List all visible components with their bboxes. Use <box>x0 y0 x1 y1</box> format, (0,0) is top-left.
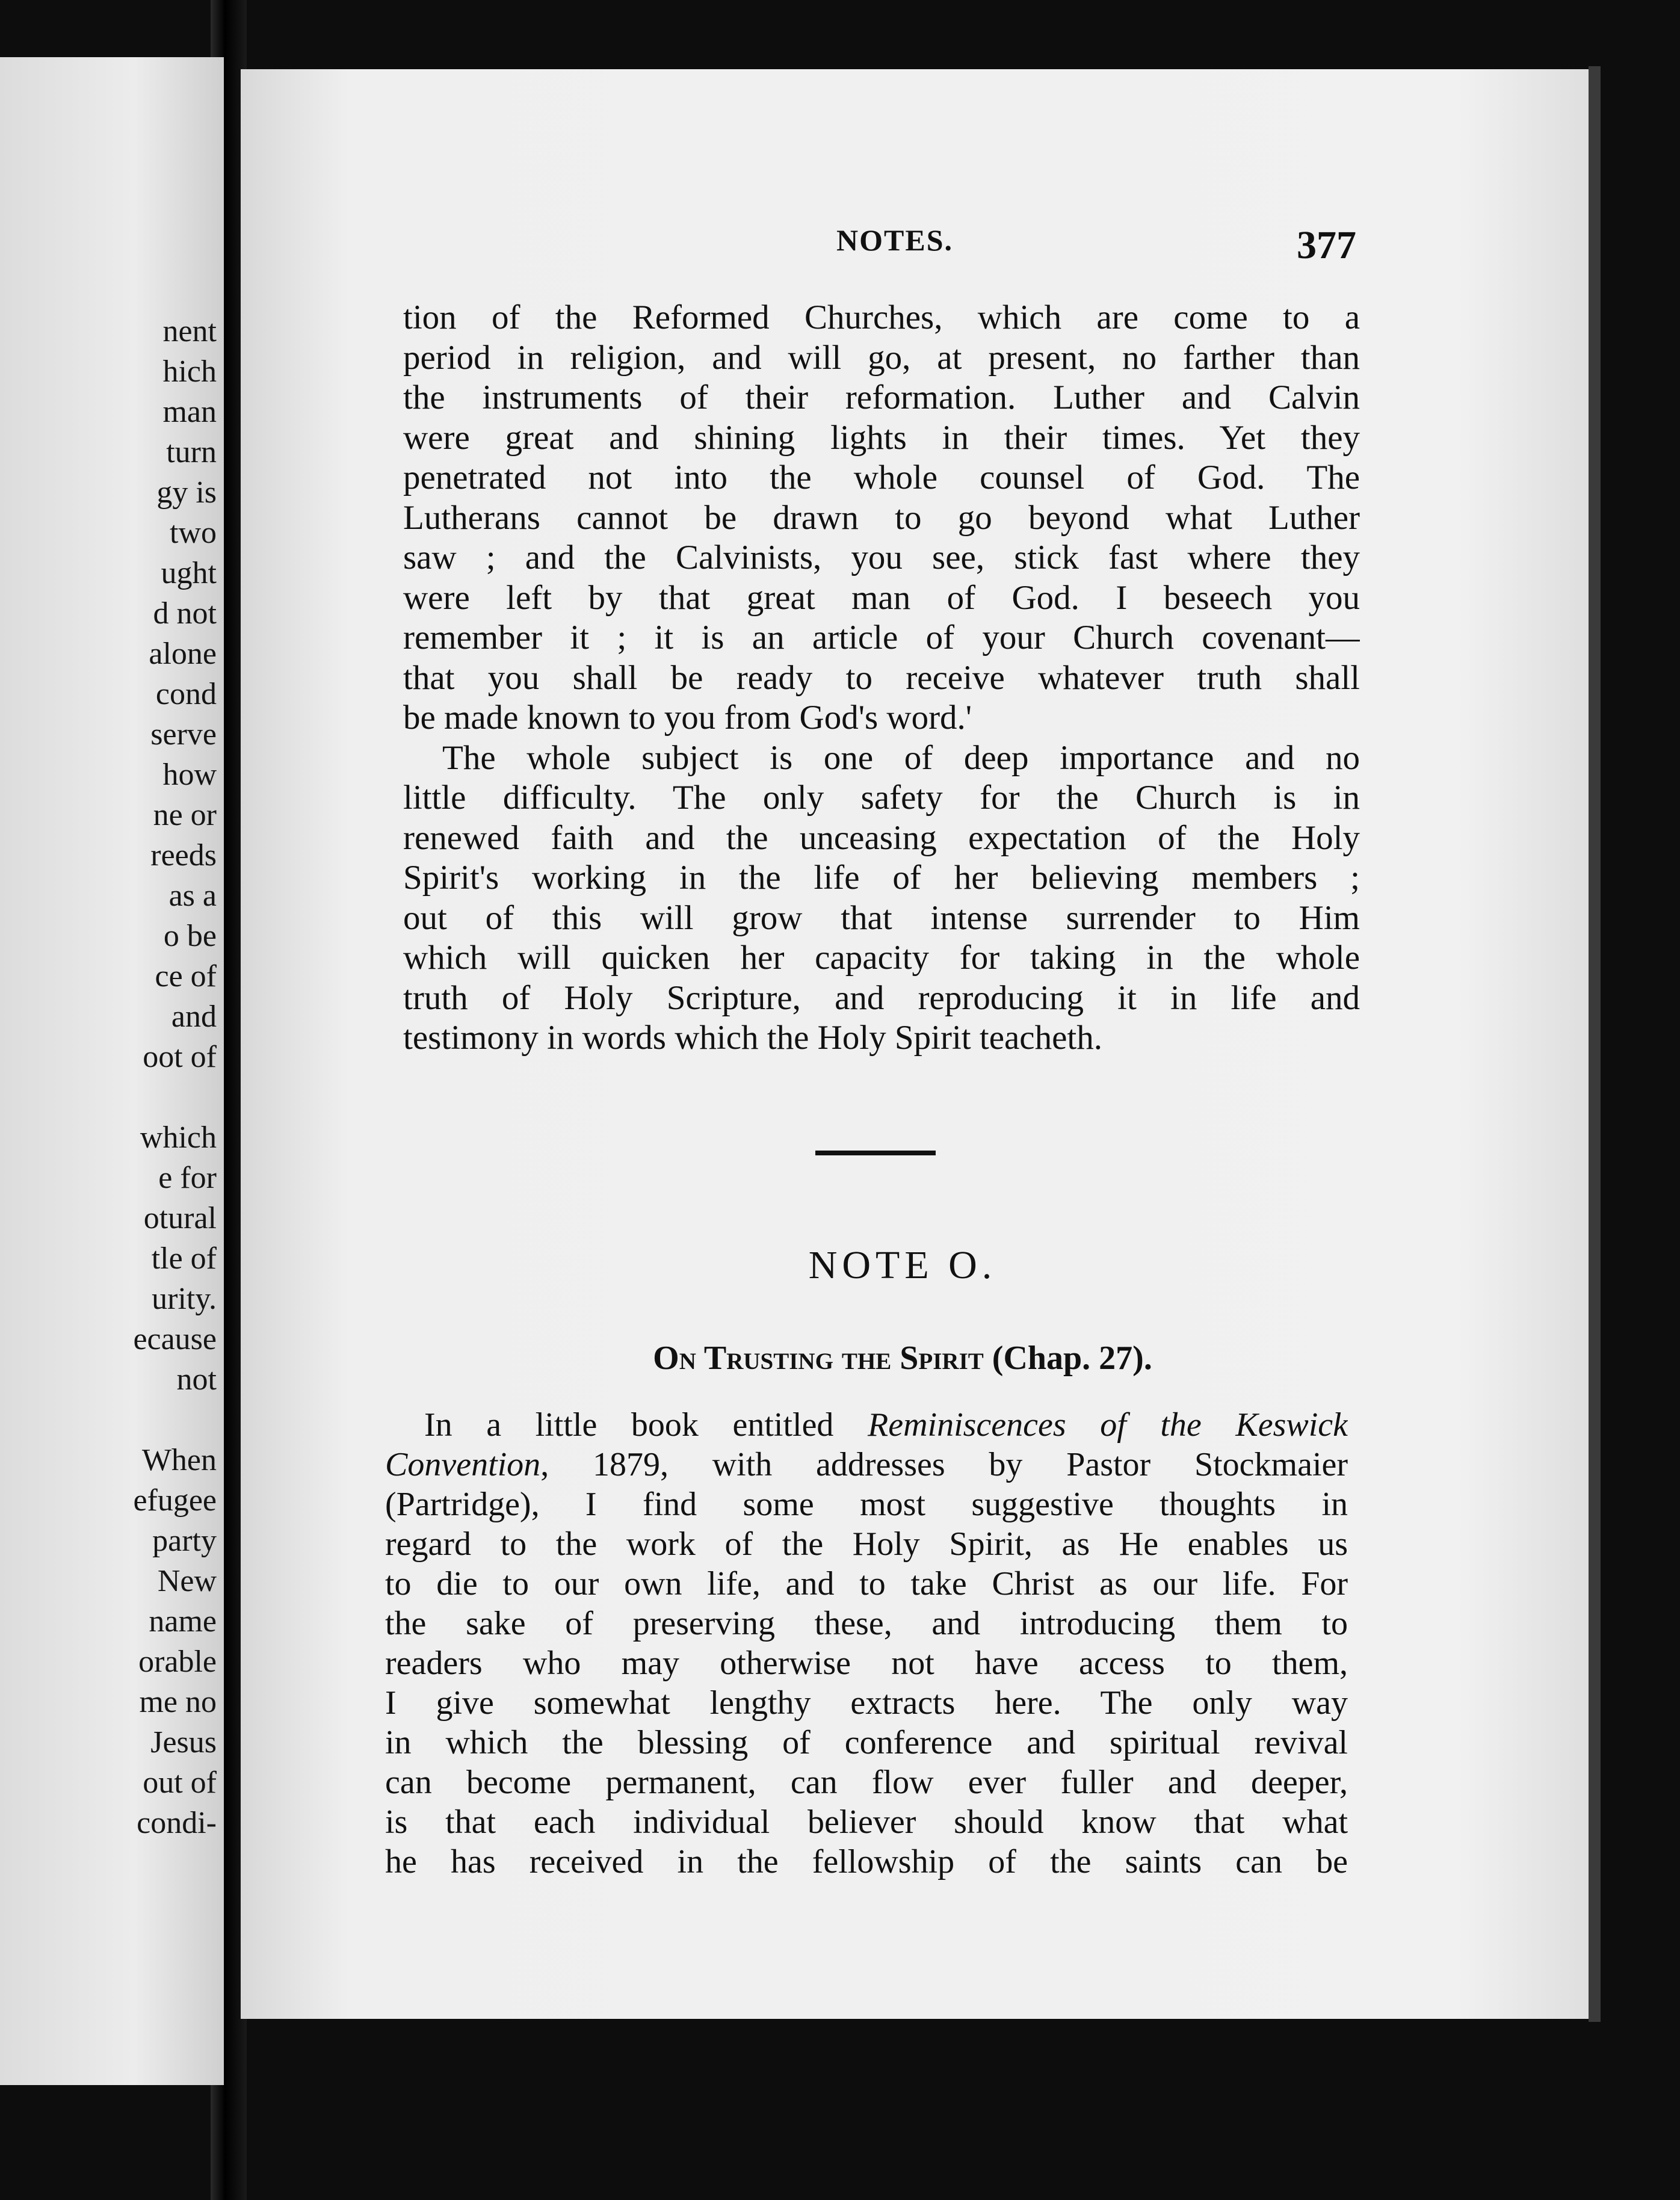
running-head: NOTES. <box>836 223 954 257</box>
facing-page-line-fragment: oot of <box>143 1040 217 1074</box>
facing-page-line-fragment: ecause <box>133 1322 217 1356</box>
facing-page-line-fragment: turn <box>166 435 217 469</box>
facing-page-line-fragment: which <box>140 1120 217 1155</box>
facing-page-line-fragment: otural <box>143 1201 217 1235</box>
note-subheading-title: On Trusting the Spirit <box>653 1339 984 1377</box>
body-line: to die to our own life, and to take Christ as our life. For <box>385 1565 1348 1602</box>
facing-page-fragment <box>0 57 224 2085</box>
facing-page-line-fragment: and <box>171 1000 217 1034</box>
facing-page-line-fragment: d not <box>153 596 217 631</box>
page-edge-shadow <box>1589 66 1601 2022</box>
facing-page-line-fragment: two <box>170 516 217 550</box>
body-line: In a little book entitled Reminiscences of the Keswick <box>424 1406 1348 1444</box>
facing-page-line-fragment: gy is <box>156 475 217 510</box>
body-line: saw ; and the Calvinists, you see, stick fast where they <box>403 539 1360 576</box>
body-line: testimony in words which the Holy Spirit teacheth. <box>403 1019 1102 1057</box>
facing-page-line-fragment: urity. <box>152 1282 217 1316</box>
body-line: truth of Holy Scripture, and reproducing it in life and <box>403 978 1360 1017</box>
facing-page-line-fragment: cond <box>155 677 217 711</box>
body-line: which will quicken her capacity for taking in the whole <box>403 939 1360 977</box>
facing-page-line-fragment: hich <box>162 354 217 389</box>
facing-page-line-fragment: o be <box>163 919 217 953</box>
facing-page-line-fragment: Jesus <box>150 1725 217 1760</box>
body-line: penetrated not into the whole counsel of God. The <box>403 459 1360 496</box>
body-line: regard to the work of the Holy Spirit, as He enables us <box>385 1525 1348 1563</box>
facing-page-line-fragment: man <box>162 395 217 429</box>
body-line: is that each individual believer should know that what <box>385 1803 1348 1841</box>
body-line: were left by that great man of God. I beseech you <box>403 578 1360 617</box>
body-line: out of this will grow that intense surrender to Him <box>403 898 1360 937</box>
facing-page-line-fragment: me no <box>139 1685 217 1719</box>
note-subheading <box>241 1339 1564 1377</box>
facing-page-line-fragment: name <box>149 1604 217 1639</box>
body-line: in which the blessing of conference and spiritual revival <box>385 1724 1348 1761</box>
note-subheading-reference: (Chap. 27). <box>992 1339 1152 1377</box>
facing-page-line-fragment: ne or <box>153 798 217 832</box>
facing-page-line-fragment: orable <box>138 1645 217 1679</box>
body-line: readers who may otherwise not have access to them, <box>385 1645 1348 1682</box>
body-line: can become permanent, can flow ever fuller and deeper, <box>385 1764 1348 1801</box>
facing-page-line-fragment: efugee <box>133 1483 217 1518</box>
facing-page-line-fragment: tle of <box>151 1241 217 1276</box>
facing-page-line-fragment: reeds <box>150 838 217 873</box>
facing-page-line-fragment: nent <box>162 314 217 348</box>
facing-page-line-fragment: as a <box>168 879 217 913</box>
body-line: I give somewhat lengthy extracts here. The only way <box>385 1684 1348 1722</box>
body-line: period in religion, and will go, at present, no farther than <box>403 338 1360 377</box>
facing-page-line-fragment: e for <box>158 1161 217 1195</box>
facing-page-line-fragment: condi- <box>137 1806 217 1840</box>
body-line: The whole subject is one of deep importance and no <box>442 738 1360 777</box>
facing-page-line-fragment: New <box>157 1564 217 1598</box>
facing-page-line-fragment: serve <box>150 717 217 752</box>
facing-page-line-fragment: ce of <box>155 959 217 993</box>
body-line: were great and shining lights in their times. Yet they <box>403 418 1360 457</box>
facing-page-line-fragment: alone <box>149 637 217 671</box>
page-number: 377 <box>1297 223 1356 267</box>
book-page <box>241 69 1593 2019</box>
body-line: renewed faith and the unceasing expectation of the Holy <box>403 818 1360 857</box>
continued-paragraph <box>403 298 1360 1058</box>
body-line: Spirit's working in the life of her believing members ; <box>403 859 1360 897</box>
facing-page-line-fragment: out of <box>143 1766 217 1800</box>
body-line: remember it ; it is an article of your Church covenant— <box>403 619 1360 657</box>
section-divider-rule <box>815 1151 936 1155</box>
note-heading: NOTE O. <box>808 1243 997 1287</box>
facing-page-line-fragment: how <box>162 758 217 792</box>
body-line: Convention, 1879, with addresses by Pastor Stockmaier <box>385 1446 1348 1483</box>
facing-page-line-fragment: not <box>176 1362 217 1397</box>
facing-page-line-fragment: party <box>152 1524 217 1558</box>
body-line: he has received in the fellowship of the saints can be <box>385 1843 1348 1880</box>
note-body <box>385 1405 1348 1882</box>
body-line: tion of the Reformed Churches, which are come to a <box>403 298 1360 336</box>
body-line: the instruments of their reformation. Luther and Calvin <box>403 379 1360 416</box>
body-line: that you shall be ready to receive whatever truth shall <box>403 658 1360 697</box>
body-line: Lutherans cannot be drawn to go beyond what Luther <box>403 498 1360 537</box>
body-line: (Partridge), I find some most suggestive thoughts in <box>385 1486 1348 1523</box>
body-line: the sake of preserving these, and introducing them to <box>385 1605 1348 1642</box>
facing-page-line-fragment: When <box>141 1443 217 1477</box>
body-line: little difficulty. The only safety for the Church is in <box>403 779 1360 817</box>
body-line: be made known to you from God's word.' <box>403 699 972 737</box>
facing-page-line-fragment: ught <box>161 556 217 590</box>
